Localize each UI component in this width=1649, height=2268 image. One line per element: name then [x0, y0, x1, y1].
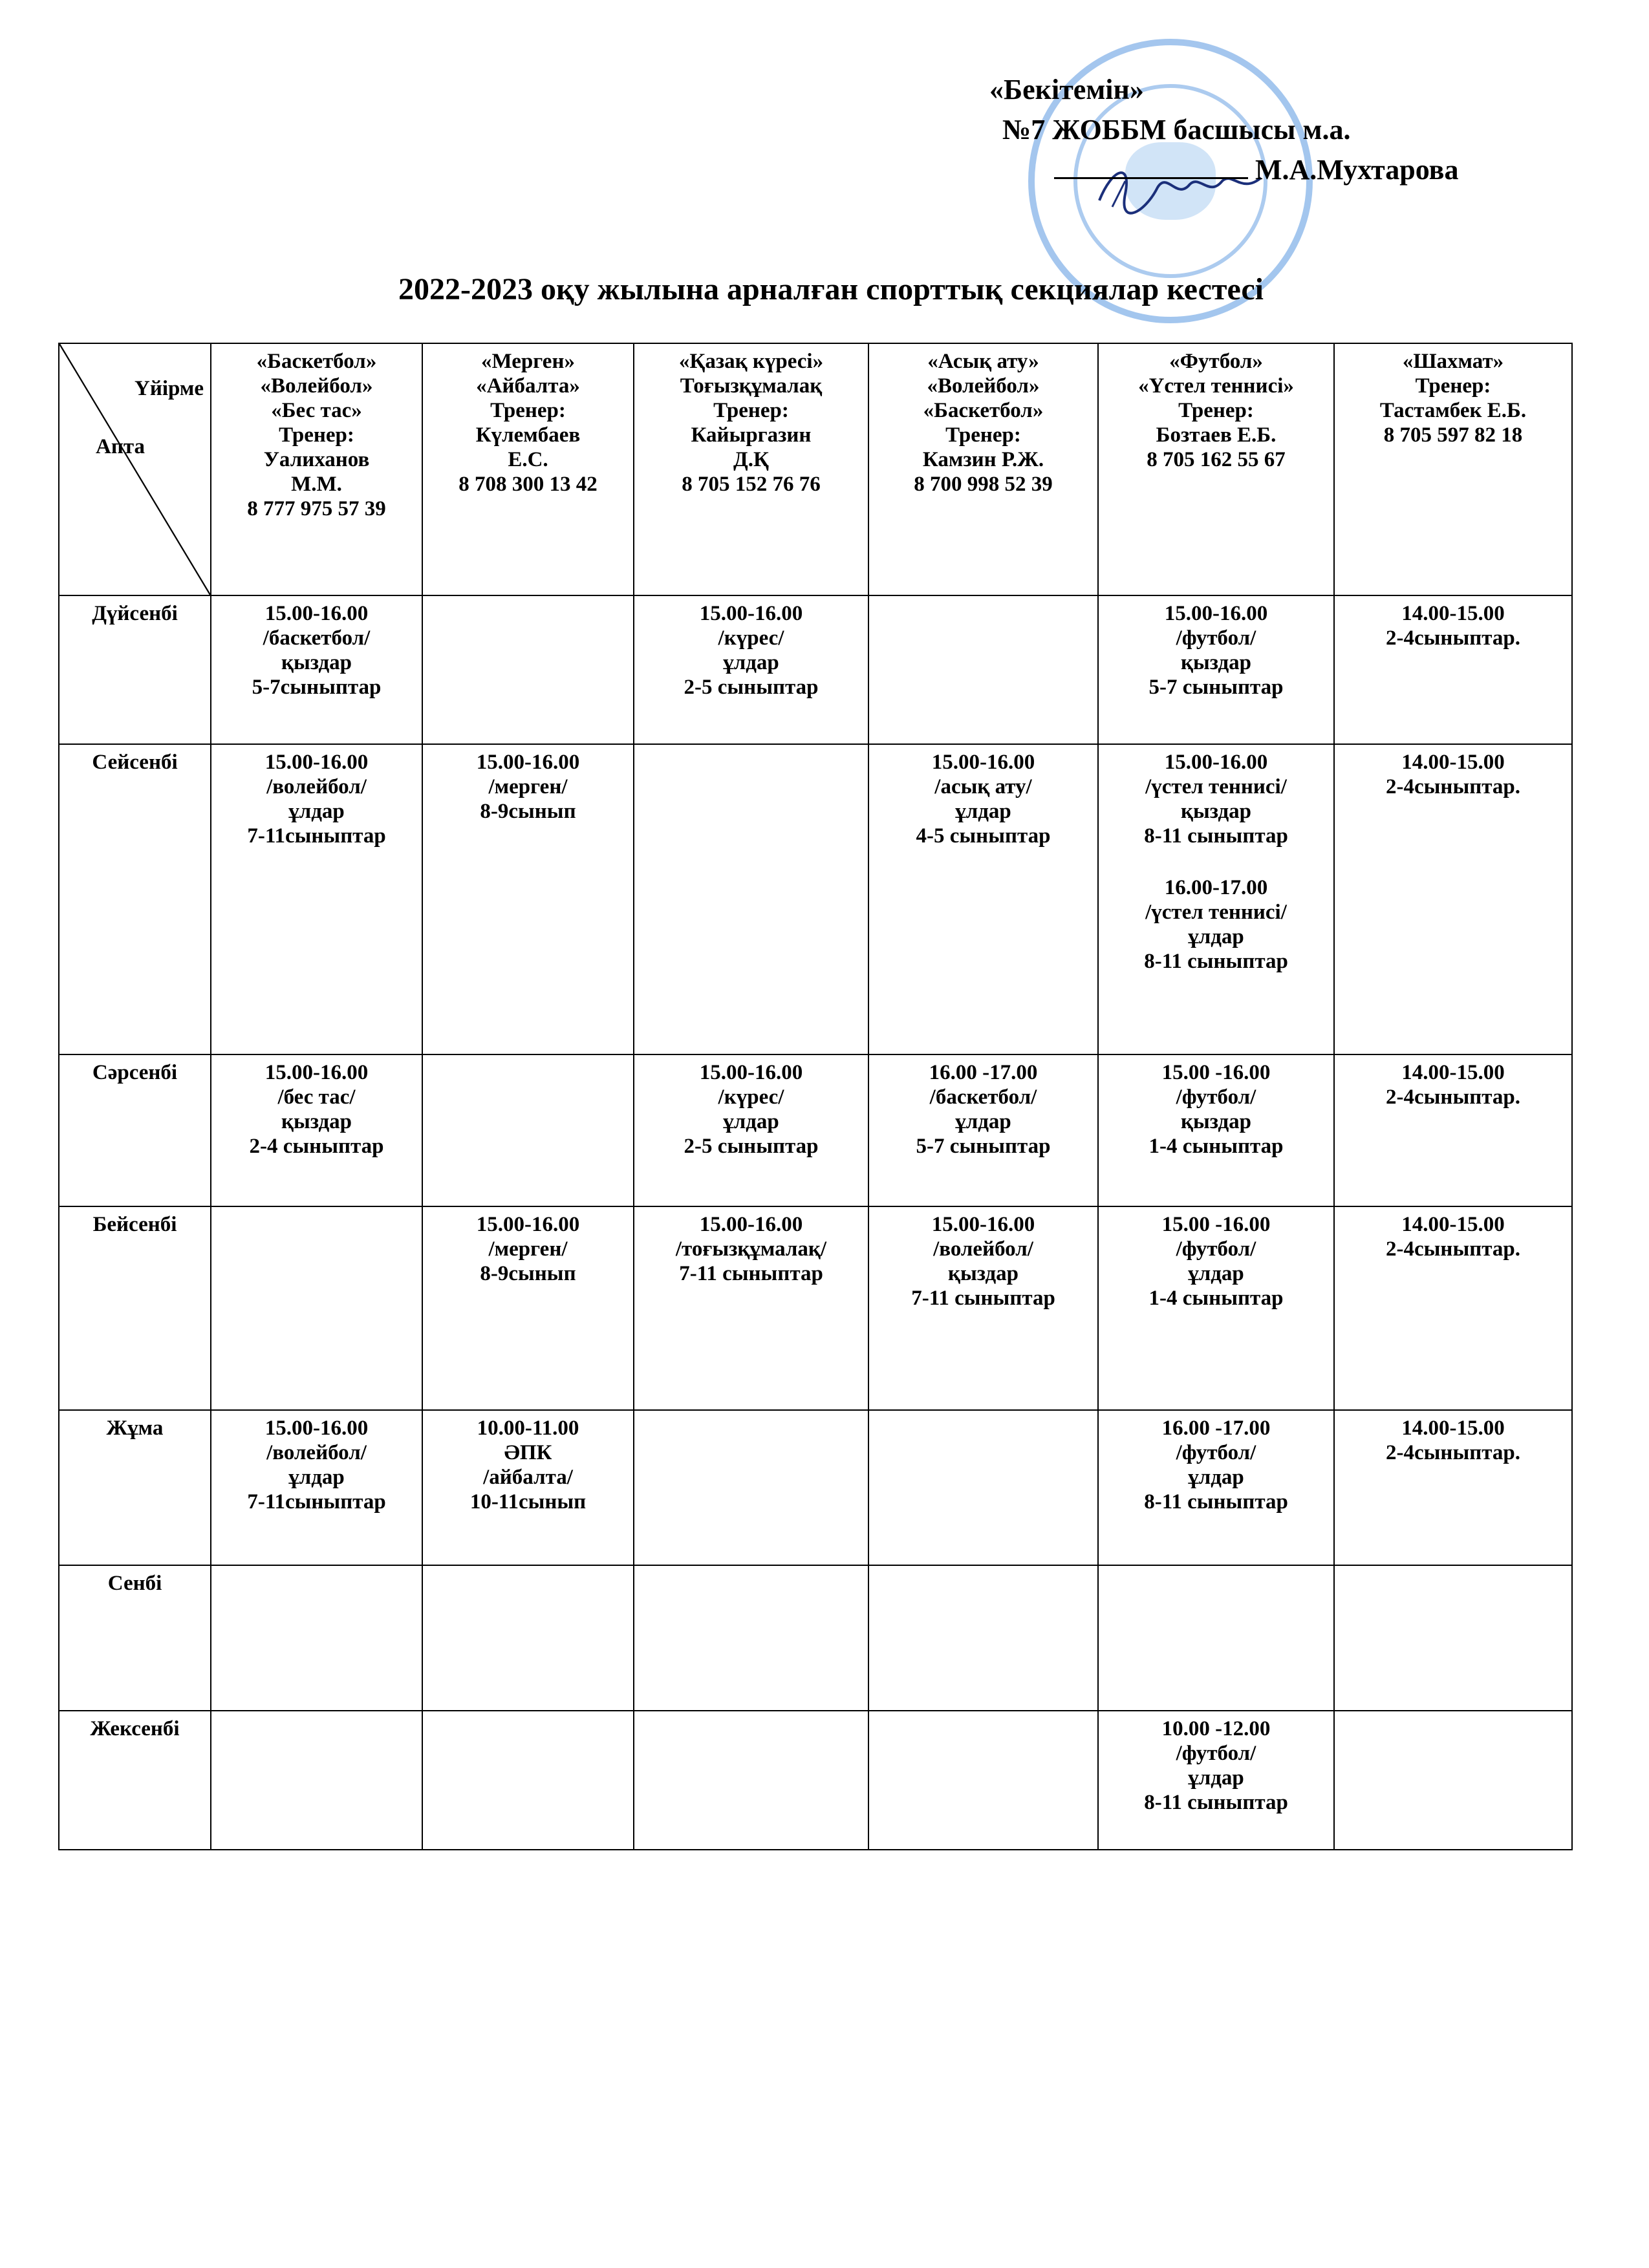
- day-cell: Сенбі: [59, 1565, 211, 1711]
- session-line: ұлдар: [1188, 1262, 1244, 1285]
- column-header-4: [868, 343, 1098, 595]
- column-header-line: 8 700 998 52 39: [914, 473, 1053, 496]
- session-line: 10.00-11.00: [477, 1417, 579, 1440]
- session-line: 14.00-15.00: [1401, 1061, 1505, 1084]
- schedule-cell: [1098, 744, 1334, 1054]
- table-row: [59, 595, 1572, 744]
- session-line: 10-11сынып: [469, 1490, 587, 1514]
- session-line: /мерген/: [488, 775, 568, 798]
- day-cell: Жексенбі: [59, 1711, 211, 1850]
- session-line: 5-7сыныптар: [252, 676, 382, 699]
- session-line: қыздар: [1181, 651, 1251, 674]
- column-header-line: Тренер:: [279, 423, 354, 447]
- table-row: [59, 1206, 1572, 1410]
- session-line: ұлдар: [955, 1110, 1011, 1133]
- column-header-line: Д.Қ: [733, 448, 769, 471]
- header-row: [59, 343, 1572, 595]
- session-line: 2-4сыныптар.: [1386, 775, 1520, 798]
- session-line: 2-4сыныптар.: [1386, 626, 1520, 650]
- session-line: ұлдар: [288, 800, 345, 823]
- session-line: 15.00-16.00: [264, 1061, 369, 1084]
- schedule-cell: [1098, 1054, 1334, 1206]
- session-line: 1-4 сыныптар: [1148, 1287, 1284, 1310]
- schedule-cell: [634, 1711, 868, 1850]
- session-line: 15.00 -16.00: [1161, 1213, 1271, 1236]
- session-line: 15.00-16.00: [699, 1061, 803, 1084]
- session-line: 15.00-16.00: [476, 751, 580, 774]
- session-line: 10.00 -12.00: [1161, 1717, 1271, 1740]
- schedule-cell: [868, 1711, 1098, 1850]
- session-line: /волейбол/: [933, 1237, 1033, 1261]
- column-header-line: Тастамбек Е.Б.: [1379, 399, 1527, 422]
- column-header-line: «Волейбол»: [927, 374, 1040, 398]
- session-line: қыздар: [948, 1262, 1018, 1285]
- column-header-line: Тренер:: [1178, 399, 1254, 422]
- schedule-cell: [634, 1410, 868, 1565]
- column-header-line: «Қазақ күресі»: [678, 350, 824, 373]
- approval-signature-line: [970, 150, 1617, 190]
- table-row: [59, 1711, 1572, 1850]
- column-header-line: Тренер:: [1415, 374, 1491, 398]
- table-row: [59, 744, 1572, 1054]
- session-line: 14.00-15.00: [1401, 751, 1505, 774]
- session-line: 15.00-16.00: [699, 602, 803, 625]
- session-line: 15.00-16.00: [931, 1213, 1035, 1236]
- day-cell: Дүйсенбі: [59, 595, 211, 744]
- session-line: ұлдар: [1188, 925, 1244, 948]
- corner-cell: [59, 343, 211, 595]
- approval-title: «Бекітемін»: [989, 74, 1144, 105]
- column-header-line: 8 777 975 57 39: [247, 497, 386, 520]
- session-line: 8-11 сыныптар: [1144, 1791, 1288, 1814]
- session-line: 2-4сыныптар.: [1386, 1086, 1520, 1109]
- column-header-line: Бозтаев Е.Б.: [1156, 423, 1277, 447]
- schedule-cell: [1334, 595, 1572, 744]
- schedule-cell: [1098, 1410, 1334, 1565]
- schedule-cell: [422, 595, 634, 744]
- column-header-line: «Баскетбол»: [256, 350, 377, 373]
- session-line: 2-4сыныптар.: [1386, 1237, 1520, 1261]
- session-line: 7-11 сыныптар: [911, 1287, 1055, 1310]
- schedule-cell: [1334, 1711, 1572, 1850]
- column-header-2: [422, 343, 634, 595]
- session-line: 8-11 сыныптар: [1144, 950, 1288, 973]
- session-line: 15.00-16.00: [931, 751, 1035, 774]
- session-line: қыздар: [1181, 800, 1251, 823]
- column-header-1: [211, 343, 422, 595]
- column-header-line: «Шахмат»: [1402, 350, 1504, 373]
- schedule-cell: [868, 1565, 1098, 1711]
- session-line: /волейбол/: [266, 1441, 367, 1464]
- session-line: /волейбол/: [266, 775, 367, 798]
- schedule-cell: [422, 1711, 634, 1850]
- schedule-cell: [422, 1565, 634, 1711]
- session-line: ӘПК: [504, 1441, 552, 1464]
- session-line: /асық ату/: [934, 775, 1032, 798]
- session-line: /футбол/: [1176, 1237, 1256, 1261]
- schedule-cell: [211, 1565, 422, 1711]
- session-line: 15.00-16.00: [1164, 602, 1268, 625]
- session-line: 15.00-16.00: [264, 602, 369, 625]
- session-line: /футбол/: [1176, 1086, 1256, 1109]
- session-line: 14.00-15.00: [1401, 1417, 1505, 1440]
- session-line: ұлдар: [955, 800, 1011, 823]
- schedule-cell: [211, 1206, 422, 1410]
- session-line: 4-5 сыныптар: [916, 824, 1051, 848]
- session-line: қыздар: [1181, 1110, 1251, 1133]
- column-header-line: Тренер:: [945, 423, 1021, 447]
- signature-underline: [1054, 151, 1248, 179]
- session-line: /футбол/: [1176, 1441, 1256, 1464]
- schedule-cell: [1334, 744, 1572, 1054]
- schedule-cell: [1334, 1054, 1572, 1206]
- session-line: ұлдар: [723, 651, 779, 674]
- approval-block: [970, 70, 1617, 190]
- schedule-cell: [422, 1410, 634, 1565]
- schedule-cell: [868, 1206, 1098, 1410]
- session-line: 1-4 сыныптар: [1148, 1135, 1284, 1158]
- session-line: 2-5 сыныптар: [684, 1135, 819, 1158]
- session-line: ұлдар: [1188, 1766, 1244, 1790]
- page-title: 2022-2023 оқу жылына арналған спорттық секциялар кестесі: [398, 272, 1264, 306]
- session-line: /айбалта/: [483, 1466, 573, 1489]
- session-line: 14.00-15.00: [1401, 1213, 1505, 1236]
- block-gap: [1103, 848, 1330, 875]
- session-line: 5-7 сыныптар: [916, 1135, 1051, 1158]
- session-line: /тоғызқұмалақ/: [675, 1237, 827, 1261]
- column-header-line: Тренер:: [713, 399, 789, 422]
- schedule-cell: [211, 1410, 422, 1565]
- session-line: 15.00 -16.00: [1161, 1061, 1271, 1084]
- schedule-cell: [211, 744, 422, 1054]
- schedule-cell: [1334, 1410, 1572, 1565]
- session-line: 5-7 сыныптар: [1148, 676, 1284, 699]
- session-line: /мерген/: [488, 1237, 568, 1261]
- schedule-cell: [634, 744, 868, 1054]
- session-line: 16.00 -17.00: [1161, 1417, 1271, 1440]
- session-line: /баскетбол/: [929, 1086, 1037, 1109]
- approval-name: М.А.Мухтарова: [1255, 154, 1459, 186]
- column-header-line: Тоғызқұмалақ: [680, 374, 823, 398]
- schedule-cell: [1334, 1206, 1572, 1410]
- schedule-cell: [1098, 595, 1334, 744]
- column-header-line: 8 708 300 13 42: [458, 473, 598, 496]
- approval-position: №7 ЖОББМ басшысы м.а.: [1002, 114, 1351, 145]
- schedule-cell: [1098, 1565, 1334, 1711]
- column-header-line: Тренер:: [490, 399, 566, 422]
- schedule-cell: [868, 595, 1098, 744]
- session-line: ұлдар: [1188, 1466, 1244, 1489]
- corner-label-week: Апта: [96, 435, 145, 458]
- schedule-cell: [422, 744, 634, 1054]
- schedule-cell: [1334, 1565, 1572, 1711]
- table-row: [59, 1410, 1572, 1565]
- session-line: /күрес/: [718, 1086, 784, 1109]
- day-cell: Сәрсенбі: [59, 1054, 211, 1206]
- column-header-line: Күлембаев: [475, 423, 581, 447]
- schedule-cell: [868, 1054, 1098, 1206]
- schedule-cell: [868, 744, 1098, 1054]
- column-header-line: «Волейбол»: [260, 374, 373, 398]
- session-line: 2-4сыныптар.: [1386, 1441, 1520, 1464]
- table-row: [59, 1565, 1572, 1711]
- session-line: 7-11 сыныптар: [679, 1262, 823, 1285]
- schedule-cell: [211, 1054, 422, 1206]
- column-header-line: «Асық ату»: [927, 350, 1039, 373]
- column-header-line: 8 705 162 55 67: [1147, 448, 1286, 471]
- column-header-line: Уалиханов: [263, 448, 370, 471]
- session-line: 2-5 сыныптар: [684, 676, 819, 699]
- column-header-line: «Футбол»: [1169, 350, 1263, 373]
- schedule-cell: [422, 1206, 634, 1410]
- session-line: 2-4 сыныптар: [249, 1135, 384, 1158]
- session-line: 8-9сынып: [480, 800, 576, 823]
- column-header-line: 8 705 597 82 18: [1383, 423, 1523, 447]
- schedule-cell: [1098, 1711, 1334, 1850]
- column-header-6: [1334, 343, 1572, 595]
- session-line: 16.00-17.00: [1164, 876, 1268, 899]
- session-line: 8-9сынып: [480, 1262, 576, 1285]
- session-line: /футбол/: [1176, 1742, 1256, 1765]
- session-line: 8-11 сыныптар: [1144, 824, 1288, 848]
- column-header-line: Е.С.: [508, 448, 548, 471]
- session-line: қыздар: [281, 1110, 352, 1133]
- schedule-cell: [868, 1410, 1098, 1565]
- column-header-line: «Үстел теннисі»: [1138, 374, 1294, 398]
- session-line: 7-11сыныптар: [247, 1490, 386, 1514]
- day-cell: Бейсенбі: [59, 1206, 211, 1410]
- column-header-line: М.М.: [291, 473, 342, 496]
- session-line: 16.00 -17.00: [929, 1061, 1038, 1084]
- column-header-5: [1098, 343, 1334, 595]
- schedule-cell: [422, 1054, 634, 1206]
- column-header-line: «Айбалта»: [476, 374, 580, 398]
- schedule-cell: [634, 1565, 868, 1711]
- session-line: 15.00-16.00: [264, 751, 369, 774]
- day-cell: Сейсенбі: [59, 744, 211, 1054]
- corner-label-circle: Үйірме: [135, 377, 204, 400]
- session-line: 14.00-15.00: [1401, 602, 1505, 625]
- day-cell: Жұма: [59, 1410, 211, 1565]
- session-line: 7-11сыныптар: [247, 824, 386, 848]
- schedule-cell: [1098, 1206, 1334, 1410]
- column-header-line: «Баскетбол»: [923, 399, 1044, 422]
- column-header-line: «Бес тас»: [271, 399, 362, 422]
- session-line: /үстел теннисі/: [1145, 775, 1287, 798]
- session-line: /баскетбол/: [263, 626, 371, 650]
- column-header-line: 8 705 152 76 76: [682, 473, 821, 496]
- session-line: 15.00-16.00: [699, 1213, 803, 1236]
- session-line: 15.00-16.00: [1164, 751, 1268, 774]
- session-line: /үстел теннисі/: [1145, 901, 1287, 924]
- session-line: /футбол/: [1176, 626, 1256, 650]
- session-line: 15.00-16.00: [264, 1417, 369, 1440]
- column-header-line: Камзин Р.Ж.: [922, 448, 1044, 471]
- schedule-cell: [634, 1206, 868, 1410]
- session-line: ұлдар: [723, 1110, 779, 1133]
- schedule-cell: [634, 595, 868, 744]
- session-line: /бес тас/: [277, 1086, 356, 1109]
- schedule-cell: [211, 595, 422, 744]
- table-row: [59, 1054, 1572, 1206]
- session-line: ұлдар: [288, 1466, 345, 1489]
- column-header-line: Кайыргазин: [691, 423, 812, 447]
- session-line: /күрес/: [718, 626, 784, 650]
- session-line: қыздар: [281, 651, 352, 674]
- column-header-line: «Мерген»: [481, 350, 575, 373]
- session-line: 15.00-16.00: [476, 1213, 580, 1236]
- schedule-table: [58, 343, 1573, 1850]
- session-line: 8-11 сыныптар: [1144, 1490, 1288, 1514]
- schedule-cell: [211, 1711, 422, 1850]
- schedule-cell: [634, 1054, 868, 1206]
- column-header-3: [634, 343, 868, 595]
